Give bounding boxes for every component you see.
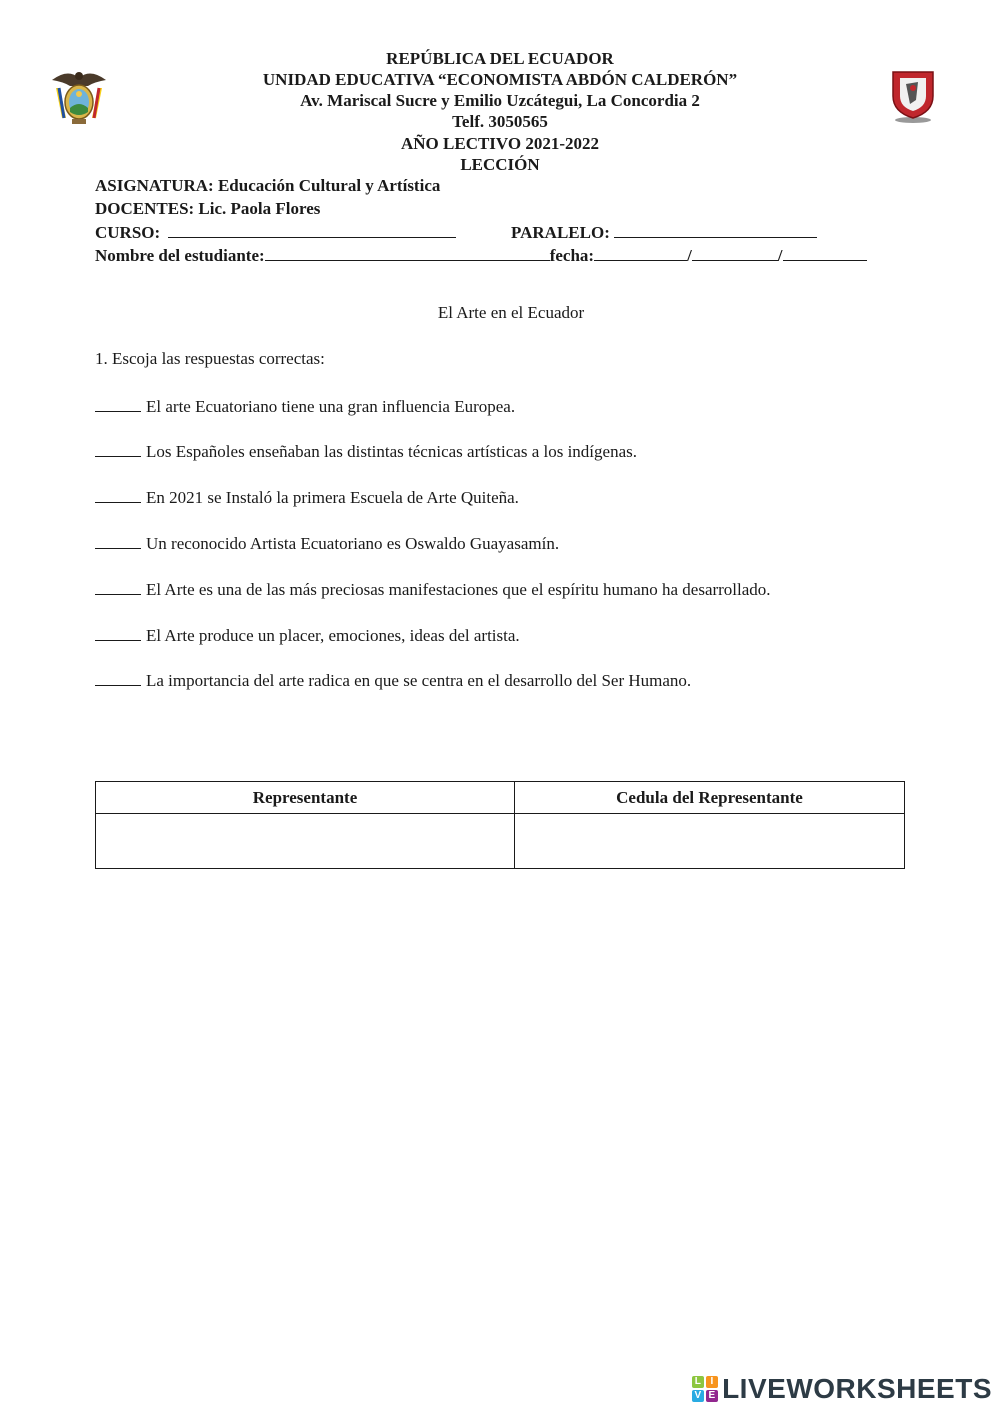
course-label: CURSO:: [95, 223, 161, 242]
parallel-row: [511, 221, 817, 244]
logo-letter: I: [706, 1376, 718, 1388]
list-item: [95, 486, 519, 509]
answer-blank-input[interactable]: [95, 624, 141, 641]
representative-header: Representante: [96, 782, 515, 814]
representative-signature-cell[interactable]: [96, 814, 515, 869]
list-item: [95, 578, 771, 601]
date-day-input[interactable]: [594, 244, 687, 261]
answer-blank-input[interactable]: [95, 440, 141, 457]
list-item: [95, 395, 515, 418]
parallel-input[interactable]: [614, 221, 817, 238]
student-name-input[interactable]: [265, 244, 550, 261]
signature-table: [95, 781, 905, 869]
parallel-label: PARALELO:: [511, 223, 610, 242]
course-row: [95, 221, 456, 244]
teachers-line: DOCENTES: Lic. Paola Flores: [95, 199, 321, 218]
logo-letter: V: [692, 1390, 704, 1402]
item-text: Un reconocido Artista Ecuatoriano es Oswaldo Guayasamín.: [146, 534, 560, 553]
logo-letter: E: [706, 1390, 718, 1402]
student-name-label: Nombre del estudiante:: [95, 246, 265, 265]
course-input[interactable]: [168, 221, 456, 238]
item-text: El Arte es una de las más preciosas manifestaciones que el espíritu humano ha desarrollado.: [146, 580, 771, 599]
item-text: La importancia del arte radica en que se centra en el desarrollo del Ser Humano.: [146, 671, 692, 690]
student-row: [95, 244, 867, 267]
item-text: Los Españoles enseñaban las distintas técnicas artísticas a los indígenas.: [146, 442, 637, 461]
brand-name: LIVEWORKSHEETS: [722, 1373, 992, 1404]
list-item: [95, 532, 559, 555]
date-year-input[interactable]: [783, 244, 867, 261]
answer-blank-input[interactable]: [95, 395, 141, 412]
list-item: [95, 440, 637, 463]
representative-id-header: Cedula del Representante: [515, 782, 905, 814]
school-year: AÑO LECTIVO 2021-2022: [400, 134, 599, 153]
item-text: El Arte produce un placer, emociones, ideas del artista.: [146, 626, 520, 645]
answer-blank-input[interactable]: [95, 486, 141, 503]
answer-blank-input[interactable]: [95, 578, 141, 595]
school-phone: Telf. 3050565: [452, 112, 548, 131]
list-item: [95, 669, 691, 692]
school-name: UNIDAD EDUCATIVA “ECONOMISTA ABDÓN CALDERÓN”: [262, 70, 738, 89]
school-address: Av. Mariscal Sucre y Emilio Uzcátegui, La Concordia 2: [300, 91, 700, 110]
liveworksheets-brand: [692, 1373, 992, 1405]
logo-letter: L: [692, 1376, 704, 1388]
document-type: LECCIÓN: [460, 155, 540, 174]
item-text: El arte Ecuatoriano tiene una gran influencia Europea.: [146, 397, 516, 416]
answer-blank-input[interactable]: [95, 669, 141, 686]
lesson-title: El Arte en el Ecuador: [437, 303, 585, 322]
subject-line: ASIGNATURA: Educación Cultural y Artística: [95, 176, 441, 195]
republic-heading: REPÚBLICA DEL ECUADOR: [386, 49, 614, 68]
answer-blank-input[interactable]: [95, 532, 141, 549]
item-text: En 2021 se Instaló la primera Escuela de Arte Quiteña.: [146, 488, 519, 507]
date-month-input[interactable]: [692, 244, 778, 261]
instruction-text: 1. Escoja las respuestas correctas:: [95, 349, 325, 368]
date-separator: /: [777, 246, 783, 265]
list-item: [95, 624, 520, 647]
date-label: fecha:: [549, 246, 595, 265]
representative-id-cell[interactable]: [515, 814, 905, 869]
liveworksheets-logo-icon: [692, 1376, 718, 1402]
date-separator: /: [687, 246, 692, 265]
